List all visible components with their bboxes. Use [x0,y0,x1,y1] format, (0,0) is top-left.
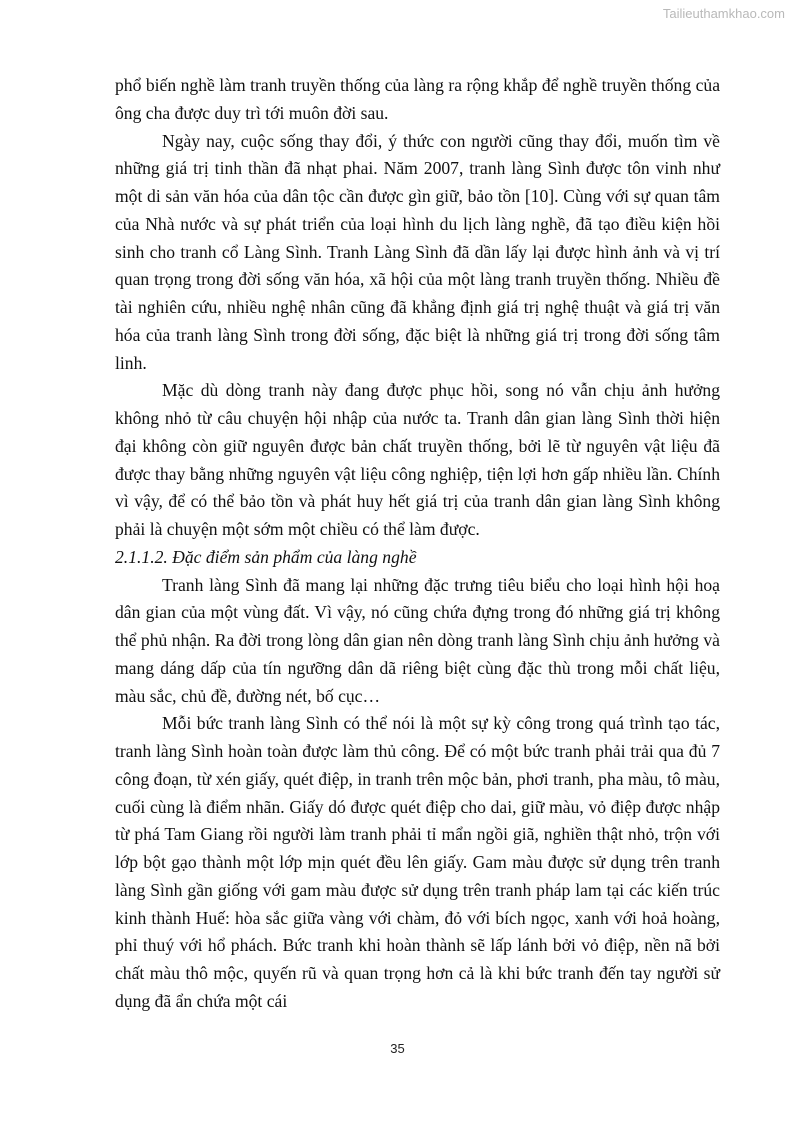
paragraph: Ngày nay, cuộc sống thay đổi, ý thức con người cũng thay đổi, muốn tìm về những giá trị tinh thần đã nhạt phai. Năm 2007, tranh làng Sình được tôn vinh như một di sản văn hóa của dân tộc cần được gìn giữ, bảo tồn [10]. Cùng với sự quan tâm của Nhà nước và sự phát triển của loại hình du lịch làng nghề, đã tạo điều kiện hồi sinh cho tranh cổ Làng Sình. Tranh Làng Sình đã dần lấy lại được hình ảnh và vị trí quan trọng trong đời sống văn hóa, xã hội của một làng tranh truyền thống. Nhiều đề tài nghiên cứu, nhiều nghệ nhân cũng đã khẳng định giá trị nghệ thuật và giá trị văn hóa của tranh làng Sình trong đời sống, đặc biệt là những giá trị trong đời sống tâm linh. [115,130,720,373]
paragraph: Mỗi bức tranh làng Sình có thể nói là một sự kỳ công trong quá trình tạo tác, tranh làng Sình hoàn toàn được làm thủ công. Để có một bức tranh phải trải qua đủ 7 công đoạn, từ xén giấy, quét điệp, in tranh trên mộc bản, phơi tranh, pha màu, tô màu, cuối cùng là điểm nhãn. Giấy dó được quét điệp cho dai, giữ màu, vỏ điệp được nhập từ phá Tam Giang rồi người làm tranh phải tỉ mẩn ngồi giã, nghiền thật nhỏ, trộn với lớp bột gạo thành một lớp mịn quét đều lên giấy. Gam màu được sử dụng trên tranh làng Sình gần giống với gam màu được sử dụng trên tranh pháp lam tại các kiến trúc kinh thành Huế: hòa sắc giữa vàng với chàm, đỏ với bích ngọc, xanh với hoả hoàng, phỉ thuý với hổ phách. Bức tranh khi hoàn thành sẽ lấp lánh bởi vỏ điệp, nền nã bởi chất màu thô mộc, quyến rũ và quan trọng hơn cả là khi bức tranh đến tay người sử dụng đã ẩn chứa một cái [115,713,720,1011]
watermark: Tailieuthamkhao.com [662,6,785,21]
paragraph: Mặc dù dòng tranh này đang được phục hồi, song nó vẫn chịu ảnh hưởng không nhỏ từ câu chuyện hội nhập của nước ta. Tranh dân gian làng Sình thời hiện đại không còn giữ nguyên được bản chất truyền thống, bởi lẽ từ nguyên vật liệu đã được thay bằng những nguyên vật liệu công nghiệp, tiện lợi hơn gấp nhiều lần. Chính vì vậy, để có thể bảo tồn và phát huy hết giá trị của tranh dân gian làng Sình không phải là chuyện một sớm một chiều có thể làm được. [115,380,720,539]
page-number: 35 [390,1041,405,1056]
section-heading: 2.1.1.2. Đặc điểm sản phẩm của làng nghề [115,546,417,567]
document-body [115,72,720,1016]
paragraph: phổ biến nghề làm tranh truyền thống của làng ra rộng khắp để nghề truyền thống của ông cha được duy trì tới muôn đời sau. [115,75,720,123]
paragraph: Tranh làng Sình đã mang lại những đặc trưng tiêu biểu cho loại hình hội hoạ dân gian của một vùng đất. Vì vậy, nó cũng chứa đựng trong đó những giá trị không thể phủ nhận. Ra đời trong lòng dân gian nên dòng tranh làng Sình chịu ảnh hưởng và mang dáng dấp của tín ngưỡng dân dã riêng biệt cùng đặc thù trong mỗi chất liệu, màu sắc, chủ đề, đường nét, bố cục… [115,574,720,706]
